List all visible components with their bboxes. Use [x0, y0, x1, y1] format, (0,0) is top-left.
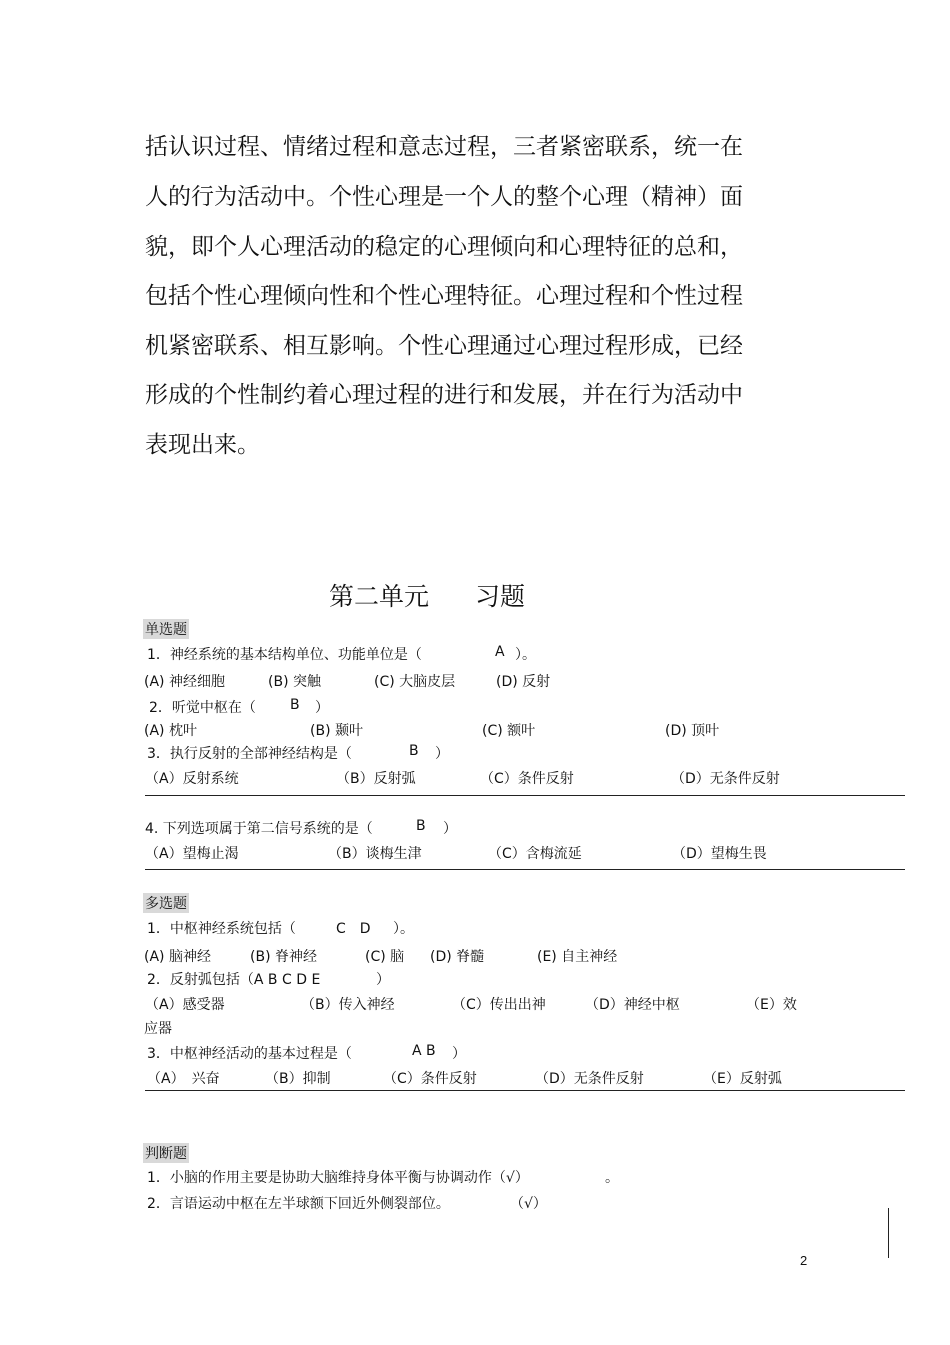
divider	[145, 869, 905, 870]
multi-q2-end: ）	[376, 972, 390, 988]
single-q3-option: （B）反射弧	[336, 771, 416, 787]
multi-q3-option: （A） 兴奋	[147, 1071, 220, 1087]
multi-q1-option: (B) 脊神经	[250, 949, 317, 965]
multi-q1-answer: C D	[336, 921, 371, 937]
multi-q2-option: （A）感受器	[145, 997, 225, 1013]
single-q3-option: （C）条件反射	[480, 771, 574, 787]
paragraph-line: 表现出来。	[145, 432, 260, 458]
divider	[145, 1090, 905, 1091]
single-q2-option: (A) 枕叶	[144, 723, 197, 739]
single-q2-option: (D) 顶叶	[665, 723, 720, 739]
single-q1-option: (D) 反射	[496, 674, 551, 690]
multi-q1-option: (E) 自主神经	[537, 949, 618, 965]
single-q2-end: ）	[315, 700, 329, 716]
multi-q3-stem: 3．中枢神经活动的基本过程是（	[147, 1046, 352, 1062]
single-q4-answer: B	[416, 818, 426, 834]
single-q3-option: （D）无条件反射	[671, 771, 780, 787]
paragraph-line: 包括个性心理倾向性和个性心理特征。心理过程和个性过程	[145, 283, 743, 309]
multi-q3-option: （C）条件反射	[383, 1071, 477, 1087]
multi-q1-stem: 1．中枢神经系统包括（	[147, 921, 296, 937]
paragraph-line: 括认识过程、情绪过程和意志过程，三者紧密联系，统一在	[145, 134, 743, 160]
single-q1-option: (A) 神经细胞	[144, 674, 225, 690]
single-q4-option: （A）望梅止渴	[145, 846, 239, 862]
multi-q3-answer: A B	[412, 1043, 436, 1059]
multi-q1-option: (C) 脑	[365, 949, 405, 965]
page-number: 2	[800, 1253, 808, 1268]
multi-q2-stem: 2．反射弧包括（A B C D E	[147, 972, 321, 988]
single-choice-label: 单选题	[143, 619, 189, 639]
multi-q1-option: (D) 脊髓	[430, 949, 485, 965]
single-q4-option: （B）谈梅生津	[328, 846, 422, 862]
multi-q1-option: (A) 脑神经	[144, 949, 211, 965]
judge-q2: 2．言语运动中枢在左半球额下回近外侧裂部位。	[147, 1196, 450, 1212]
multi-q3-end: ）	[452, 1046, 466, 1062]
margin-bar	[888, 1208, 889, 1258]
single-q1-stem: 1．神经系统的基本结构单位、功能单位是（	[147, 647, 422, 663]
multi-q2-option: （C）传出出神	[452, 997, 546, 1013]
single-q3-end: ）	[435, 746, 449, 762]
multi-choice-label: 多选题	[143, 893, 189, 913]
single-q1-option: (C) 大脑皮层	[374, 674, 456, 690]
single-q2-answer: B	[290, 697, 300, 713]
single-q2-option: (B) 颞叶	[310, 723, 363, 739]
paragraph-line: 貌，即个人心理活动的稳定的心理倾向和心理特征的总和，	[145, 234, 743, 260]
section-title-right: 习题	[475, 582, 526, 611]
single-q4-stem: 4. 下列选项属于第二信号系统的是（	[145, 821, 373, 837]
multi-q2-option: （E）效	[746, 997, 797, 1013]
multi-q3-option: （D）无条件反射	[535, 1071, 644, 1087]
paragraph-line: 形成的个性制约着心理过程的进行和发展，并在行为活动中	[145, 382, 743, 408]
multi-q1-end: ）。	[393, 921, 414, 937]
judge-q2-answer: （√）	[510, 1196, 547, 1212]
single-q4-option: （C）含梅流延	[488, 846, 582, 862]
single-q1-end: ）。	[515, 647, 536, 663]
multi-q2-option: （D）神经中枢	[585, 997, 680, 1013]
single-q1-answer: A	[495, 644, 505, 660]
multi-q3-option: （E）反射弧	[703, 1071, 782, 1087]
single-q4-option: （D）望梅生畏	[672, 846, 767, 862]
paragraph-line: 人的行为活动中。个性心理是一个人的整个心理（精神）面	[145, 184, 743, 210]
single-q4-end: ）	[443, 821, 457, 837]
divider	[145, 795, 905, 796]
single-q3-answer: B	[409, 743, 419, 759]
single-q3-option: （A）反射系统	[145, 771, 239, 787]
single-q1-option: (B) 突触	[268, 674, 321, 690]
multi-q2-option: （B）传入神经	[301, 997, 395, 1013]
single-q2-option: (C) 额叶	[482, 723, 536, 739]
single-q3-stem: 3．执行反射的全部神经结构是（	[147, 746, 352, 762]
judge-label: 判断题	[143, 1143, 189, 1163]
judge-q1: 1．小脑的作用主要是协助大脑维持身体平衡与协调动作（√）	[147, 1170, 529, 1186]
multi-q2-option-wrap: 应器	[144, 1021, 172, 1037]
section-title-left: 第二单元	[329, 582, 430, 611]
judge-q1-end: 。	[605, 1170, 619, 1186]
paragraph-line: 机紧密联系、相互影响。个性心理通过心理过程形成，已经	[145, 333, 743, 359]
multi-q3-option: （B）抑制	[265, 1071, 331, 1087]
single-q2-stem: 2．听觉中枢在（	[149, 700, 256, 716]
